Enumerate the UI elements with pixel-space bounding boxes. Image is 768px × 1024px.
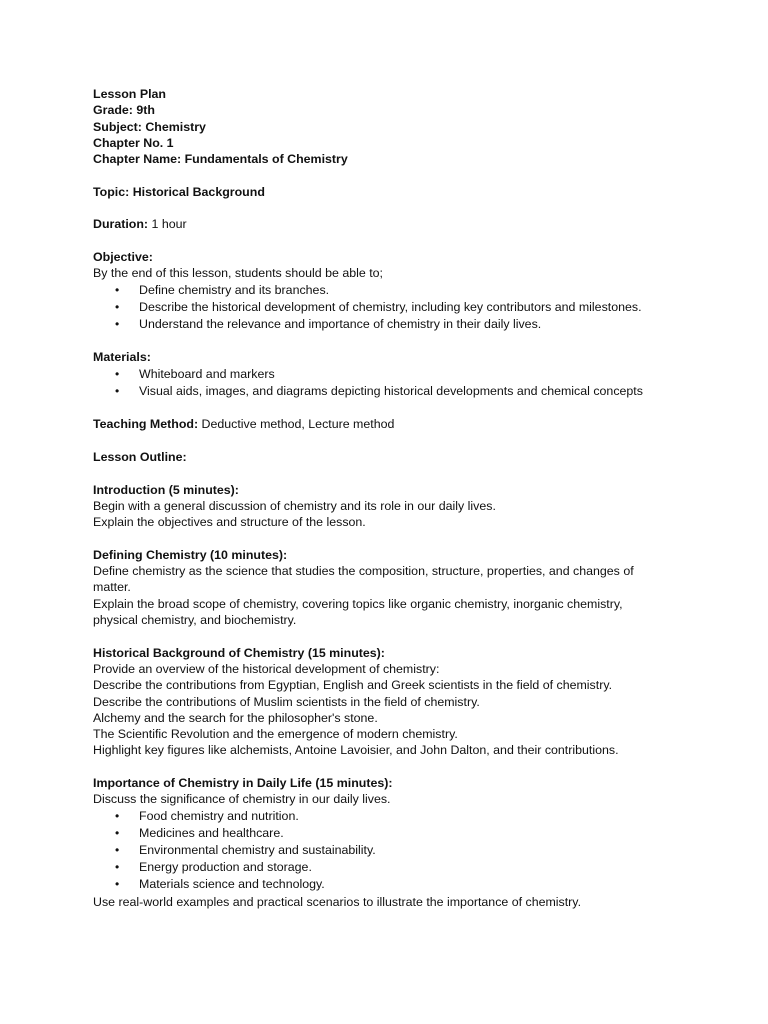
- duration-line: [93, 216, 733, 232]
- materials-section: [93, 349, 733, 400]
- importance-closing: Use real-world examples and practical scenarios to illustrate the importance of chemistry.: [93, 894, 582, 909]
- introduction-heading: Introduction (5 minutes):: [93, 482, 239, 497]
- importance-heading: Importance of Chemistry in Daily Life (15 minutes):: [93, 776, 393, 790]
- bullet-icon: •: [115, 299, 120, 314]
- paragraph-line: Highlight key figures like alchemists, Antoine Lavoisier, and John Dalton, and their contributions.: [93, 743, 619, 758]
- bullet-icon: •: [115, 316, 120, 331]
- objective-intro: By the end of this lesson, students should be able to;: [93, 266, 383, 281]
- bullet-icon: •: [115, 282, 120, 297]
- materials-list: [93, 366, 733, 400]
- paragraph-line: Define chemistry as the science that studies the composition, structure, properties, and changes of: [93, 564, 634, 579]
- duration-label: Duration:: [93, 217, 149, 232]
- paragraph-line: physical chemistry, and biochemistry.: [93, 613, 297, 628]
- introduction-section: [93, 482, 733, 531]
- teaching-method-label: Teaching Method:: [93, 417, 199, 432]
- paragraph-line: Begin with a general discussion of chemistry and its role in our daily lives.: [93, 498, 496, 513]
- list-item: • Energy production and storage.: [93, 859, 733, 876]
- bullet-icon: •: [115, 877, 120, 892]
- list-item: • Describe the historical development of chemistry, including key contributors and milestones.: [93, 299, 733, 316]
- historical-background-section: [93, 645, 733, 759]
- objective-heading: Objective:: [93, 249, 153, 264]
- teaching-method-line: [93, 416, 733, 432]
- defining-chemistry-heading: Defining Chemistry (10 minutes):: [93, 547, 288, 562]
- chapter-name-line: Chapter Name: Fundamentals of Chemistry: [93, 152, 348, 167]
- list-item: • Understand the relevance and importance of chemistry in their daily lives.: [93, 316, 733, 333]
- paragraph-line: matter.: [93, 580, 131, 595]
- list-item: • Visual aids, images, and diagrams depicting historical developments and chemical concepts: [93, 383, 733, 400]
- list-item: • Food chemistry and nutrition.: [93, 808, 733, 825]
- bullet-icon: •: [115, 808, 120, 823]
- bullet-icon: •: [115, 366, 120, 381]
- list-item: • Define chemistry and its branches.: [93, 282, 733, 299]
- list-item: • Medicines and healthcare.: [93, 825, 733, 842]
- importance-list: [93, 808, 733, 894]
- document-title: Lesson Plan: [93, 87, 166, 101]
- chapter-number-line: Chapter No. 1: [93, 135, 174, 150]
- topic-line: Topic: Historical Background: [93, 184, 265, 199]
- paragraph-line: Alchemy and the search for the philosopher's stone.: [93, 710, 378, 725]
- list-item: • Environmental chemistry and sustainability.: [93, 842, 733, 859]
- paragraph-line: Describe the contributions from Egyptian, English and Greek scientists in the field of chemistry.: [93, 678, 613, 693]
- historical-background-heading: Historical Background of Chemistry (15 minutes):: [93, 645, 385, 660]
- objective-list: [93, 282, 733, 334]
- duration-value: 1 hour: [148, 217, 187, 232]
- bullet-icon: •: [115, 843, 120, 857]
- grade-line: Grade: 9th: [93, 103, 155, 118]
- lesson-plan-document: [93, 86, 733, 910]
- paragraph-line: Describe the contributions of Muslim scientists in the field of chemistry.: [93, 694, 480, 709]
- paragraph-line: Explain the broad scope of chemistry, covering topics like organic chemistry, inorganic chemistry,: [93, 596, 623, 611]
- document-header: [93, 86, 733, 167]
- bullet-icon: •: [115, 383, 120, 398]
- bullet-icon: •: [115, 860, 120, 875]
- paragraph-line: The Scientific Revolution and the emergence of modern chemistry.: [93, 727, 458, 742]
- lesson-outline-heading: Lesson Outline:: [93, 450, 187, 465]
- paragraph-line: Explain the objectives and structure of the lesson.: [93, 515, 366, 530]
- objective-section: [93, 249, 733, 333]
- bullet-icon: •: [115, 825, 120, 840]
- list-item: • Materials science and technology.: [93, 876, 733, 893]
- teaching-method-value: Deductive method, Lecture method: [198, 417, 395, 432]
- paragraph-line: Provide an overview of the historical development of chemistry:: [93, 661, 440, 676]
- materials-heading: Materials:: [93, 350, 151, 365]
- subject-line: Subject: Chemistry: [93, 119, 206, 134]
- list-item: • Whiteboard and markers: [93, 366, 733, 383]
- importance-section: [93, 775, 733, 910]
- defining-chemistry-section: [93, 547, 733, 628]
- importance-intro: Discuss the significance of chemistry in our daily lives.: [93, 792, 391, 807]
